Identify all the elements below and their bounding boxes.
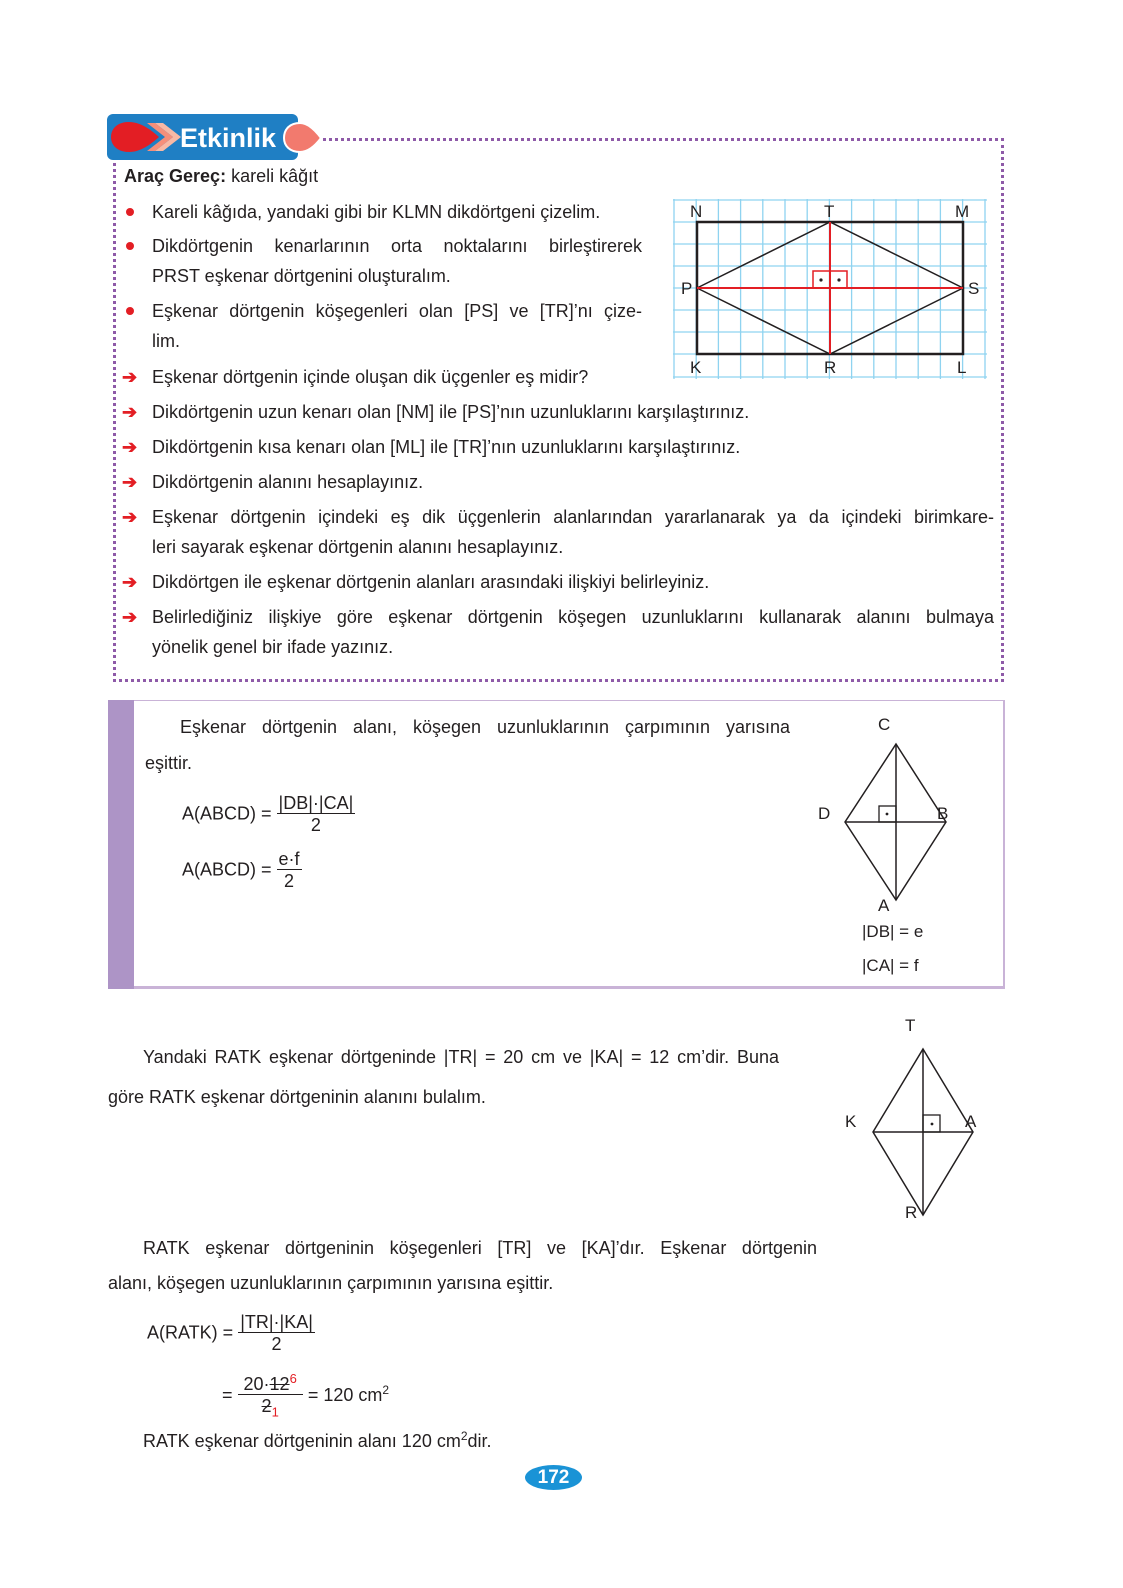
label-B: B xyxy=(937,804,949,823)
materials-label: Araç Gereç: xyxy=(124,166,227,186)
fraction xyxy=(238,1369,303,1424)
step-10-line-1: Belirlediğiniz ilişkiye göre eşkenar dörtgenin köşegen uzunluklarını kullanarak alanını bulmaya xyxy=(152,607,994,627)
problem-line-1: Yandaki RATK eşkenar dörtgeninde |TR| = 20 cm ve |KA| = 12 cm’dir. Buna xyxy=(143,1047,779,1067)
label-D: D xyxy=(818,804,831,823)
step-7: Dikdörtgenin alanını hesaplayınız. xyxy=(152,472,424,492)
bullet-icon xyxy=(126,208,134,216)
def-f: |CA| = f xyxy=(862,956,919,975)
conclusion-suffix: dir. xyxy=(467,1431,492,1451)
arrow-icon: ➔ xyxy=(122,507,138,527)
step-8-line-2: leri sayarak eşkenar dörtgenin alanını hesaplayınız. xyxy=(152,537,564,557)
num-12-struck: 12 xyxy=(269,1374,290,1394)
step-3-line-2: lim. xyxy=(152,331,180,351)
fraction xyxy=(277,849,302,892)
result: = 120 cm xyxy=(307,1385,383,1406)
numerator: |DB|·|CA| xyxy=(278,793,354,813)
formula-ef xyxy=(182,849,302,892)
numerator: e·f xyxy=(278,849,300,869)
label-S: S xyxy=(968,279,980,298)
num-20: 20· xyxy=(243,1374,270,1394)
step-2-line-1: Dikdörtgenin kenarlarının orta noktalarını birleştirerek xyxy=(152,236,642,256)
bullet-icon xyxy=(126,242,134,250)
fraction xyxy=(238,1312,315,1355)
solution-line-1: RATK eşkenar dörtgeninin köşegenleri [TR] ve [KA]’dır. Eşkenar dörtgenin xyxy=(143,1238,817,1258)
arrow-icon: ➔ xyxy=(122,437,138,457)
conclusion-exponent: 2 xyxy=(460,1429,468,1443)
materials-line xyxy=(124,165,318,187)
label-R: R xyxy=(824,358,837,377)
activity-title: Etkinlik xyxy=(180,123,277,153)
step-2-line-2: PRST eşkenar dörtgenini oluşturalım. xyxy=(152,266,451,286)
arrow-icon: ➔ xyxy=(122,572,138,592)
step-10-line-2: yönelik genel bir ifade yazınız. xyxy=(152,637,394,657)
conclusion-text: RATK eşkenar dörtgeninin alanı 120 cm xyxy=(143,1431,461,1451)
formula-ratk xyxy=(147,1312,315,1355)
fraction xyxy=(277,793,356,836)
grid-rectangle-figure xyxy=(673,199,987,379)
arrow-icon: ➔ xyxy=(122,472,138,492)
label-C: C xyxy=(878,715,891,734)
label-K: K xyxy=(690,358,702,377)
step-6: Dikdörtgenin kısa kenarı olan [ML] ile [TR]’nın uzunluklarını karşılaştırınız. xyxy=(152,437,741,457)
step-4: Eşkenar dörtgenin içinde oluşan dik üçgenler eş midir? xyxy=(152,367,589,387)
label-M: M xyxy=(955,202,970,221)
bullet-icon xyxy=(126,307,134,315)
formula-lhs: A(RATK) = xyxy=(147,1322,234,1343)
label-T: T xyxy=(905,1016,916,1035)
info-box-side-bar xyxy=(108,700,134,989)
denominator: 2 xyxy=(310,815,321,835)
arrow-icon: ➔ xyxy=(122,402,138,422)
conclusion xyxy=(143,1425,492,1452)
page-number-badge: 172 xyxy=(525,1465,582,1490)
step-9: Dikdörtgen ile eşkenar dörtgenin alanları arasındaki ilişkiyi belirleyiniz. xyxy=(152,572,710,592)
info-text-line-1: Eşkenar dörtgenin alanı, köşegen uzunluklarının çarpımının yarısına xyxy=(180,717,790,737)
label-R: R xyxy=(905,1203,918,1222)
denominator: 2 xyxy=(271,1334,282,1354)
calculation xyxy=(222,1369,389,1424)
label-A: A xyxy=(878,896,890,915)
materials-value: kareli kâğıt xyxy=(231,166,319,186)
problem-line-2: göre RATK eşkenar dörtgeninin alanını bulalım. xyxy=(108,1087,486,1107)
step-8-line-1: Eşkenar dörtgenin içindeki eş dik üçgenlerin alanlarından yararlanarak ya da içindeki birimkare- xyxy=(152,507,994,527)
denominator xyxy=(262,1395,279,1424)
denominator: 2 xyxy=(284,871,295,891)
equals: = xyxy=(222,1385,233,1406)
label-K: K xyxy=(845,1112,857,1131)
formula-lhs: A(ABCD) = xyxy=(182,803,272,824)
result-exponent: 2 xyxy=(382,1383,390,1398)
numerator xyxy=(238,1369,303,1395)
step-1: Kareli kâğıda, yandaki gibi bir KLMN dikdörtgeni çizelim. xyxy=(152,202,601,222)
den-1-reduced: 1 xyxy=(271,1404,279,1420)
formula-diagonals xyxy=(182,793,355,836)
step-3-line-1: Eşkenar dörtgenin köşegenleri olan [PS] ve [TR]’nı çize- xyxy=(152,301,642,321)
step-5: Dikdörtgenin uzun kenarı olan [NM] ile [PS]’nın uzunluklarını karşılaştırınız. xyxy=(152,402,750,422)
label-L: L xyxy=(957,358,967,377)
label-N: N xyxy=(690,202,703,221)
arrow-icon: ➔ xyxy=(122,367,138,387)
arrow-icon: ➔ xyxy=(122,607,138,627)
solution-line-2: alanı, köşegen uzunluklarının çarpımının yarısına eşittir. xyxy=(108,1273,554,1293)
den-2-struck: 2 xyxy=(261,1396,272,1416)
numerator: |TR|·|KA| xyxy=(240,1312,313,1332)
def-e: |DB| = e xyxy=(862,922,924,941)
num-6-reduced: 6 xyxy=(289,1371,297,1386)
label-T: T xyxy=(824,202,835,221)
label-P: P xyxy=(681,279,693,298)
label-A: A xyxy=(965,1112,977,1131)
info-text-line-2: eşittir. xyxy=(145,753,193,773)
formula-lhs: A(ABCD) = xyxy=(182,859,272,880)
